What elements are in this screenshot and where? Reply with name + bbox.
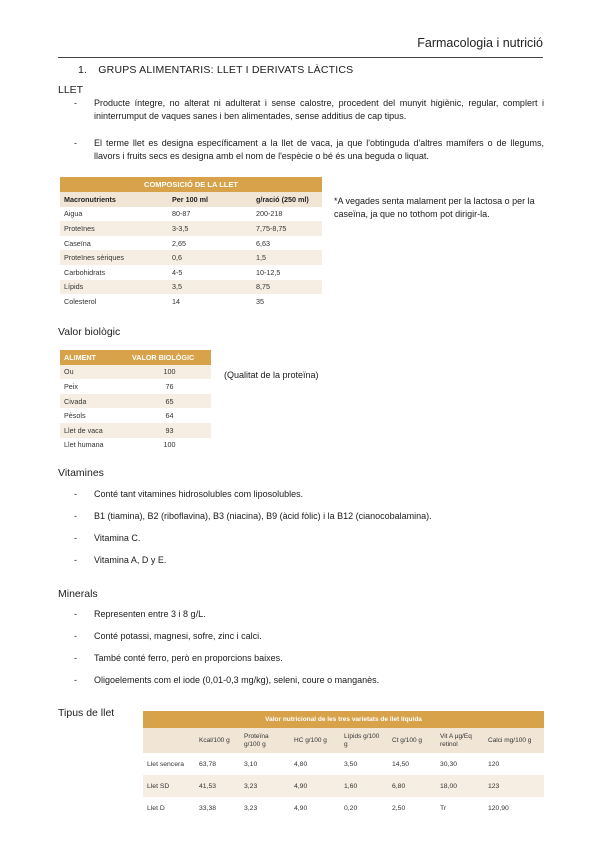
table-cell: 123: [484, 775, 544, 797]
section-title-text: GRUPS ALIMENTARIS: LLET I DERIVATS LÀCTICS: [98, 64, 354, 76]
table-row: [60, 394, 211, 409]
tipus-table-title: Valor nutricional de les tres varietats de llet líquida: [143, 711, 544, 728]
table-cell: 4,80: [290, 753, 340, 775]
table-cell: 30,30: [436, 753, 484, 775]
table-row: [60, 236, 322, 251]
table-cell: 35: [252, 294, 322, 309]
list-item-text: Oligoelements com el iode (0,01-0,3 mg/kg), seleni, coure o manganès.: [94, 675, 380, 685]
table-cell: 63,78: [195, 753, 240, 775]
table-cell: Llet humana: [60, 438, 128, 453]
lactose-note: *A vegades senta malament per la lactosa o per la caseïna, ja que no tothom pot dirigir-la.: [334, 196, 535, 219]
table-row: [60, 280, 322, 295]
list-item-text: Vitamina C.: [94, 533, 141, 543]
table-cell: 4-5: [168, 265, 252, 280]
bullet-dash: -: [74, 533, 77, 543]
table-cell: 76: [128, 379, 211, 394]
table-cell: Proteïnes: [60, 221, 168, 236]
table-cell: 3,5: [168, 280, 252, 295]
table-cell: Tr: [436, 797, 484, 819]
header-divider: [58, 57, 543, 58]
table-header-cell: Calci mg/100 g: [484, 728, 544, 753]
table-header-cell: Per 100 ml: [168, 192, 252, 207]
table-cell: 120,90: [484, 797, 544, 819]
table-cell: 100: [128, 438, 211, 453]
table-row: [143, 775, 544, 797]
llet-bullet-1-text: Producte íntegre, no alterat ni adulterat i sense calostre, procedent del munyit higiènic, regular, complert i ininterrumput de vaques sanes i ben alimentades, sense additius de cap tipus.: [94, 98, 544, 121]
bullet-dash: -: [74, 631, 77, 641]
section-title: [78, 64, 353, 76]
composition-table: [60, 177, 322, 309]
table-cell: 3,50: [340, 753, 388, 775]
valor-biologic-header: [60, 350, 211, 365]
table-row: [60, 250, 322, 265]
llet-heading: LLET: [58, 84, 84, 96]
table-row: [143, 797, 544, 819]
bullet-dash: -: [74, 138, 77, 148]
table-header-cell: Lípids g/100 g: [340, 728, 388, 753]
table-header-cell: Ct g/100 g: [388, 728, 436, 753]
table-cell: 7,75-8,75: [252, 221, 322, 236]
bullet-dash: -: [74, 675, 77, 685]
table-row: [60, 423, 211, 438]
table-row: [60, 265, 322, 280]
table-cell: 200-218: [252, 207, 322, 222]
table-header-cell: VALOR BIOLÒGIC: [128, 350, 211, 365]
valor-biologic-table: [60, 350, 211, 452]
valor-biologic-heading: Valor biològic: [58, 326, 121, 338]
table-cell: 14,50: [388, 753, 436, 775]
table-cell: 33,38: [195, 797, 240, 819]
table-row: [143, 753, 544, 775]
bullet-dash: -: [74, 98, 77, 108]
section-number: 1.: [78, 64, 88, 76]
minerals-heading: Minerals: [58, 588, 98, 600]
table-cell: Aigua: [60, 207, 168, 222]
list-item-text: Conté potassi, magnesi, sofre, zinc i calci.: [94, 631, 262, 641]
table-cell: Peix: [60, 379, 128, 394]
list-item-text: Vitamina A, D y E.: [94, 555, 167, 565]
table-cell: 10-12,5: [252, 265, 322, 280]
table-cell: Llet D: [143, 797, 195, 819]
table-header-cell: HC g/100 g: [290, 728, 340, 753]
table-cell: 8,75: [252, 280, 322, 295]
table-header-cell: g/ració (250 ml): [252, 192, 322, 207]
table-cell: 2,65: [168, 236, 252, 251]
table-cell: 93: [128, 423, 211, 438]
page-header-title: Farmacologia i nutrició: [417, 36, 543, 50]
table-header-cell: Kcal/100 g: [195, 728, 240, 753]
table-header-cell: Proteïna g/100 g: [240, 728, 290, 753]
bullet-dash: -: [74, 511, 77, 521]
table-cell: Llet de vaca: [60, 423, 128, 438]
table-cell: Colesterol: [60, 294, 168, 309]
list-item-text: També conté ferro, però en proporcions baixes.: [94, 653, 283, 663]
bullet-dash: -: [74, 653, 77, 663]
table-cell: Llet sencera: [143, 753, 195, 775]
table-cell: 4,90: [290, 775, 340, 797]
table-cell: Proteïnes sèriques: [60, 250, 168, 265]
table-cell: Carbohidrats: [60, 265, 168, 280]
table-cell: Ou: [60, 365, 128, 380]
bullet-dash: -: [74, 489, 77, 499]
table-cell: Lípids: [60, 280, 168, 295]
table-header-cell: Macronutrients: [60, 192, 168, 207]
table-cell: Caseïna: [60, 236, 168, 251]
bullet-dash: -: [74, 555, 77, 565]
table-row: [60, 294, 322, 309]
table-cell: 0,6: [168, 250, 252, 265]
table-cell: 3-3,5: [168, 221, 252, 236]
table-row: [60, 379, 211, 394]
vitamines-heading: Vitamines: [58, 467, 104, 479]
llet-bullet-1: [74, 97, 544, 123]
table-cell: Pèsols: [60, 408, 128, 423]
composition-table-title: COMPOSICIÓ DE LA LLET: [60, 177, 322, 192]
table-cell: 100: [128, 365, 211, 380]
table-cell: 3,23: [240, 797, 290, 819]
table-row: [60, 207, 322, 222]
table-cell: 1,60: [340, 775, 388, 797]
table-cell: 120: [484, 753, 544, 775]
table-cell: 4,90: [290, 797, 340, 819]
list-item-text: Representen entre 3 i 8 g/L.: [94, 609, 206, 619]
llet-bullet-2-text: El terme llet es designa específicament a la llet de vaca, ja que l'obtinguda d'altres mamífers o de llegums, llavors i fruits secs es designa amb el nom de l'espècie o bé és una beguda o liquat.: [94, 138, 544, 161]
table-cell: 2,50: [388, 797, 436, 819]
list-item-text: Conté tant vitamines hidrosolubles com liposolubles.: [94, 489, 304, 499]
protein-quality-note: (Qualitat de la proteïna): [224, 370, 319, 380]
tipus-heading: Tipus de llet: [58, 707, 115, 719]
table-row: [60, 365, 211, 380]
table-cell: 0,20: [340, 797, 388, 819]
table-cell: 80-87: [168, 207, 252, 222]
table-cell: 41,53: [195, 775, 240, 797]
table-cell: 1,5: [252, 250, 322, 265]
composition-table-header: [60, 192, 322, 207]
table-cell: Civada: [60, 394, 128, 409]
table-cell: 65: [128, 394, 211, 409]
table-header-cell: [143, 728, 195, 753]
table-cell: 6,80: [388, 775, 436, 797]
tipus-table: [143, 711, 544, 819]
llet-bullet-2: [74, 137, 544, 163]
tipus-table-header: [143, 728, 544, 753]
table-cell: 3,10: [240, 753, 290, 775]
table-row: [60, 438, 211, 453]
table-cell: 18,00: [436, 775, 484, 797]
list-item-text: B1 (tiamina), B2 (riboflavina), B3 (niacina), B9 (àcid fòlic) i la B12 (cianocobalamina).: [94, 511, 432, 521]
table-cell: 14: [168, 294, 252, 309]
table-cell: 3,23: [240, 775, 290, 797]
bullet-dash: -: [74, 609, 77, 619]
table-cell: Llet SD: [143, 775, 195, 797]
table-row: [60, 408, 211, 423]
table-cell: 6,63: [252, 236, 322, 251]
table-row: [60, 221, 322, 236]
table-header-cell: ALIMENT: [60, 350, 128, 365]
table-cell: 64: [128, 408, 211, 423]
table-header-cell: Vit A µg/Eq retinol: [436, 728, 484, 753]
